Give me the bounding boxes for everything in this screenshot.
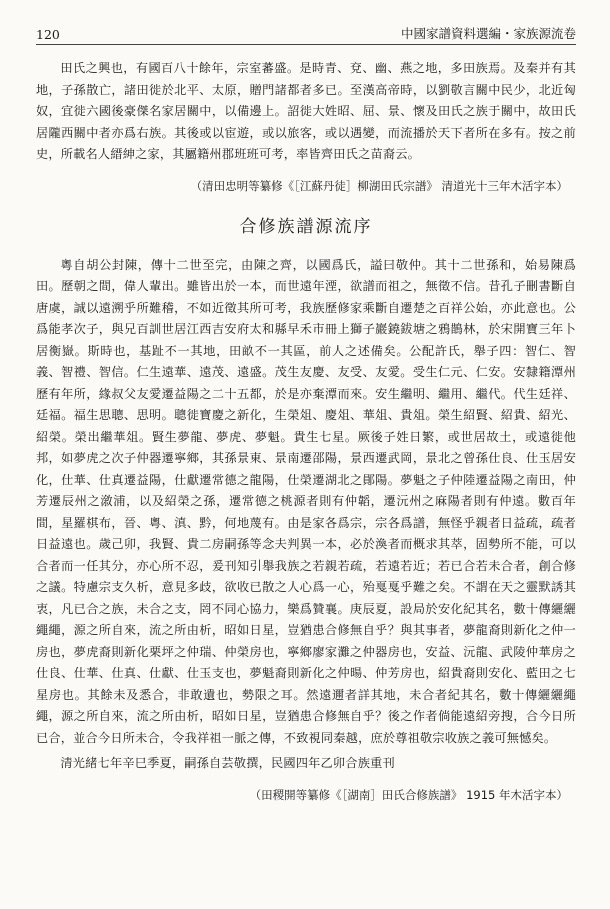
section2-citation: （田稷開等纂修《［湖南］田氏合修族譜》 1915 年木活字本） [249,787,568,802]
page-header [36,18,576,42]
section2-title: 合修族譜源流序 [239,216,373,237]
section2-paragraph: 粵自胡公封陳，傳十二世至完，由陳之齊，以國爲氏，謚曰敬仲。其十二世孫和，始易陳爲田。歷朝之間，偉人輩出。雖皆出於一本，而世遠年湮，欲譜而祖之，無徵不信。昔孔子刪書斷自唐虞，誠以遠溯乎所難稽，不如近徵其所可考，我族歷修家乘斷自遷楚之百祥公始，亦此意也。公爲能孝次子，與兄百訓世居江西吉安府太和縣早禾市冊上獅子巖鐃鈸塘之鴉鵲林，於宋開寶三年卜居衡嶽。斯時也，基趾不一其地，田畝不一其區，前人之述備矣。公配許氏，舉子四：智仁、智義、智禮、智信。仁生遠華、遠茂、遠盛。茂生友慶、友受、友愛。受生仁元、仁安。安隸籍潭州歷有年所，緣叔父友愛遷益陽之二十五都，於是亦棄潭而來。安生繼明、繼用、繼代。代生廷祥、廷福。福生思聰、思明。聰徙寶慶之新化，生榮俎、慶俎、華俎、貴俎。榮生紹賢、紹貴、紹光、紹榮。榮出繼華俎。賢生夢龍、夢虎、夢魁。貴生七星。厥後子姓日繁，或世居故土，或遠徙他邦，如夢虎之次子仲器遷寧鄉，其孫景東、景南遷邵陽，景西遷武岡，景北之曾孫仕良、仕玉居安化，仕華、仕真遷益陽，仕獻遷常德之龍陽，仕榮遷湖北之鄖陽。夢魁之子仲陸遷益陽之南田，仲芳遷辰州之漵浦，以及紹榮之孫，遷常德之桃源者則有仲韜，遷沅州之麻陽者則有仲遠。數百年間，星羅棋布，晉、粵、滇、黔，何地蔑有。由是家各爲宗，宗各爲譜，無怪乎親者日益疏，疏者日益遠也。歲己卯，我賢、貴二房嗣孫等念夫判異一本，必於渙者而概求其萃，固勢所不能，可以合者而一任其分，亦心所不忍，爰刊知引舉我族之若親若疏，若遠若近；若已合若未合者，創合修之議。特慮宗支久析，意見多歧，欲收已散之人心爲一心，殆戛戛乎難之矣。不謂在天之靈默誘其衷，凡已合之族，未合之支，罔不同心協力，樂爲贊襄。庚辰夏，設局於安化紀其名，數十傳纚纚繩繩，源之所自來，流之所由析，昭如日星，豈猶患合修無自乎？與其事者，夢龍裔則新化之仲一房也，夢虎裔則新化栗坪之仲瑞、仲榮房也，寧鄉廖家灘之仲器房也，安益、沅龍、武陵仲華房之仕良、仕華、仕真、仕獻、仕玉支也，夢魁裔則新化之仲暘、仲芳房也，紹貴裔則安化、藍田之七星房也。其餘未及悉合，非敢遺也，勢限之耳。然遠邇者詳其地，未合者紀其名，數十傳纚纚繩繩，源之所自來，流之所由析，昭如日星，豈猶患合修無自乎？後之作者倘能遠紹旁搜，合今日所已合，並合今日所未合，令我祥祖一脈之傳，不致視同秦越，庶於尊祖敬宗收族之義可無憾矣。 [36,257,576,745]
header-rule [36,44,576,45]
running-title: 中國家譜資料選編・家族源流卷 [400,26,576,41]
section1-paragraph: 田氏之興也，有國百八十餘年，宗室蕃盛。是時青、兗、幽、燕之地，多田族焉。及秦并有其地，子孫散亡，諸田徙於北平、太原，贈門諸都者多已。至漢高帝時，以劉敬言關中民少，北近匈奴，宜徙六國後豪傑名家居關中，以備邊上。詔徙大姓昭、屈、景、懷及田氏之族于關中，故田氏居隴西關中者亦爲右族。其後或以宦遊，或以旅客，或以遇變，而流播於天下者所在多有。按之前史，所載名人縉紳之家，其屬籍州郡班班可考，率皆齊田氏之苗裔云。 [36,61,576,161]
section2-date-line: 清光緒七年辛巳季夏，嗣孫自芸敬撰，民國四年乙卯合族重刊 [60,756,395,770]
section1-citation: （清田忠明等纂修《［江蘇丹徒］柳湖田氏宗譜》 清道光十三年木活字本） [190,178,568,193]
page-number: 120 [36,27,60,42]
page-body [36,58,576,813]
